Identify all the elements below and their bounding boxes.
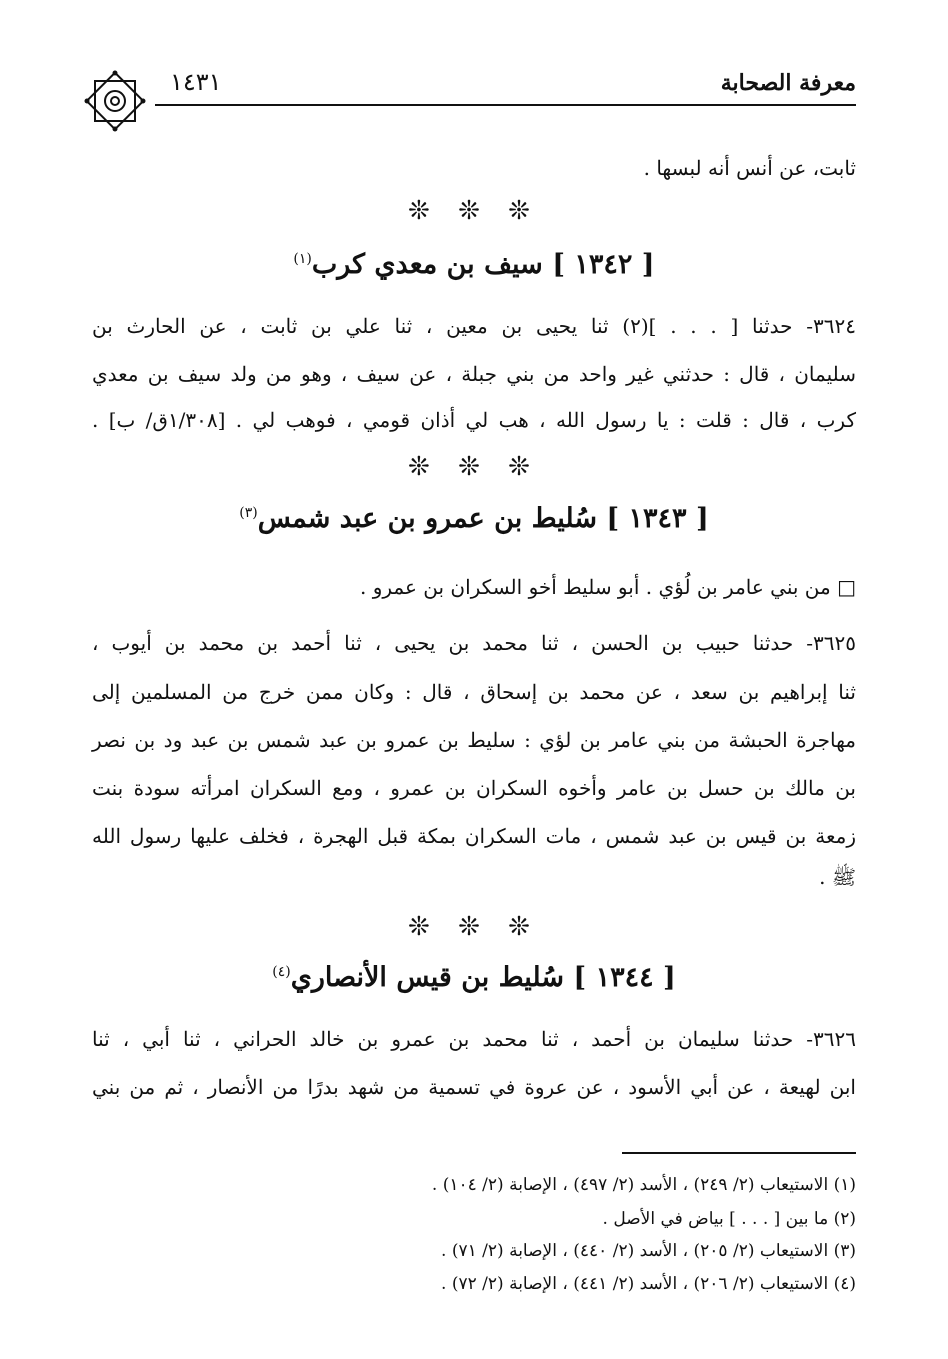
- paragraph-line: بن مالك بن حسل بن عامر وأخوه السكران بن عمرو ، ومع السكران امرأته سودة بنت: [92, 776, 856, 800]
- entry-subline: □ من بني عامر بن لُؤي . أبو سليط أخو السكران بن عمرو .: [359, 575, 856, 599]
- paragraph-line: ٣٦٢٥- حدثنا حبيب بن الحسن ، ثنا محمد بن يحيى ، ثنا أحمد بن محمد بن أيوب ،: [92, 631, 856, 655]
- footnote-ref: (١): [293, 251, 312, 267]
- section-separator: ❊ ❊ ❊: [408, 196, 540, 226]
- footnote-1: (١) الاستيعاب (٢/ ٢٤٩) ، الأسد (٢/ ٤٩٧) ، الإصابة (٢/ ١٠٤) .: [431, 1175, 856, 1195]
- paragraph-line: زمعة بن قيس بن عبد شمس ، مات السكران بمكة قبل الهجرة ، فخلف عليها رسول الله: [92, 824, 856, 848]
- entry-heading-1344: [92, 962, 856, 993]
- paragraph-line: سليمان ، قال : حدثني غير واحد من بني جبلة ، عن سيف ، وهو من ولد سيف بن معدي: [92, 362, 856, 386]
- paragraph-line: ابن لهيعة ، عن أبي الأسود ، عن عروة في تسمية من شهد بدرًا من الأنصار ، ثم من بني: [92, 1075, 856, 1099]
- entry-heading-text: [ ١٣٤٣ ] سُليط بن عمرو بن عبد شمس: [257, 503, 709, 534]
- footnote-ref: (٣): [239, 505, 258, 521]
- running-header-title: معرفة الصحابة: [720, 70, 856, 96]
- intro-line: ثابت، عن أنس أنه لبسها .: [643, 156, 856, 180]
- header-rule: [155, 104, 856, 106]
- entry-heading-1343: [92, 503, 856, 534]
- section-separator: ❊ ❊ ❊: [408, 452, 540, 482]
- paragraph-line: ثنا إبراهيم بن سعد ، عن محمد بن إسحاق ، قال : وكان ممن خرج من المسلمين إلى: [92, 680, 856, 704]
- footnote-4: (٤) الاستيعاب (٢/ ٢٠٦) ، الأسد (٢/ ٤٤١) ، الإصابة (٢/ ٧٢) .: [441, 1274, 856, 1294]
- paragraph-line: كرب ، قال : قلت : يا رسول الله ، هب لي أذان قومي ، فوهب لي . [١/٣٠٨ق/ ب] .: [92, 408, 856, 432]
- paragraph-line: مهاجرة الحبشة من بني عامر بن لؤي : سليط بن عمرو بن عبد شمس بن عبد ود بن نصر: [92, 728, 856, 752]
- footnote-3: (٣) الاستيعاب (٢/ ٢٠٥) ، الأسد (٢/ ٤٤٠) ، الإصابة (٢/ ٧١) .: [441, 1241, 856, 1261]
- footnote-rule: [622, 1152, 856, 1154]
- star-rosette-ornament-icon: [82, 68, 148, 134]
- entry-heading-text: [ ١٣٤٤ ] سُليط بن قيس الأنصاري: [290, 962, 676, 993]
- section-separator: ❊ ❊ ❊: [408, 912, 540, 942]
- footnote-2: (٢) ما بين [ . . . ] بياض في الأصل .: [602, 1209, 856, 1229]
- footnote-ref: (٤): [272, 964, 291, 980]
- paragraph-line: ٣٦٢٦- حدثنا سليمان بن أحمد ، ثنا محمد بن عمرو بن خالد الحراني ، ثنا أبي ، ثنا: [92, 1027, 856, 1051]
- paragraph-line: ٣٦٢٤- حدثنا [ . . . ](٢) ثنا يحيى بن معين ، ثنا علي بن ثابت ، عن الحارث بن: [92, 314, 856, 338]
- page-number: ١٤٣١: [170, 68, 222, 96]
- paragraph-line: ﷺ .: [819, 865, 856, 889]
- entry-heading-1342: [92, 249, 856, 280]
- entry-heading-text: [ ١٣٤٢ ] سيف بن معدي كرب: [311, 249, 655, 280]
